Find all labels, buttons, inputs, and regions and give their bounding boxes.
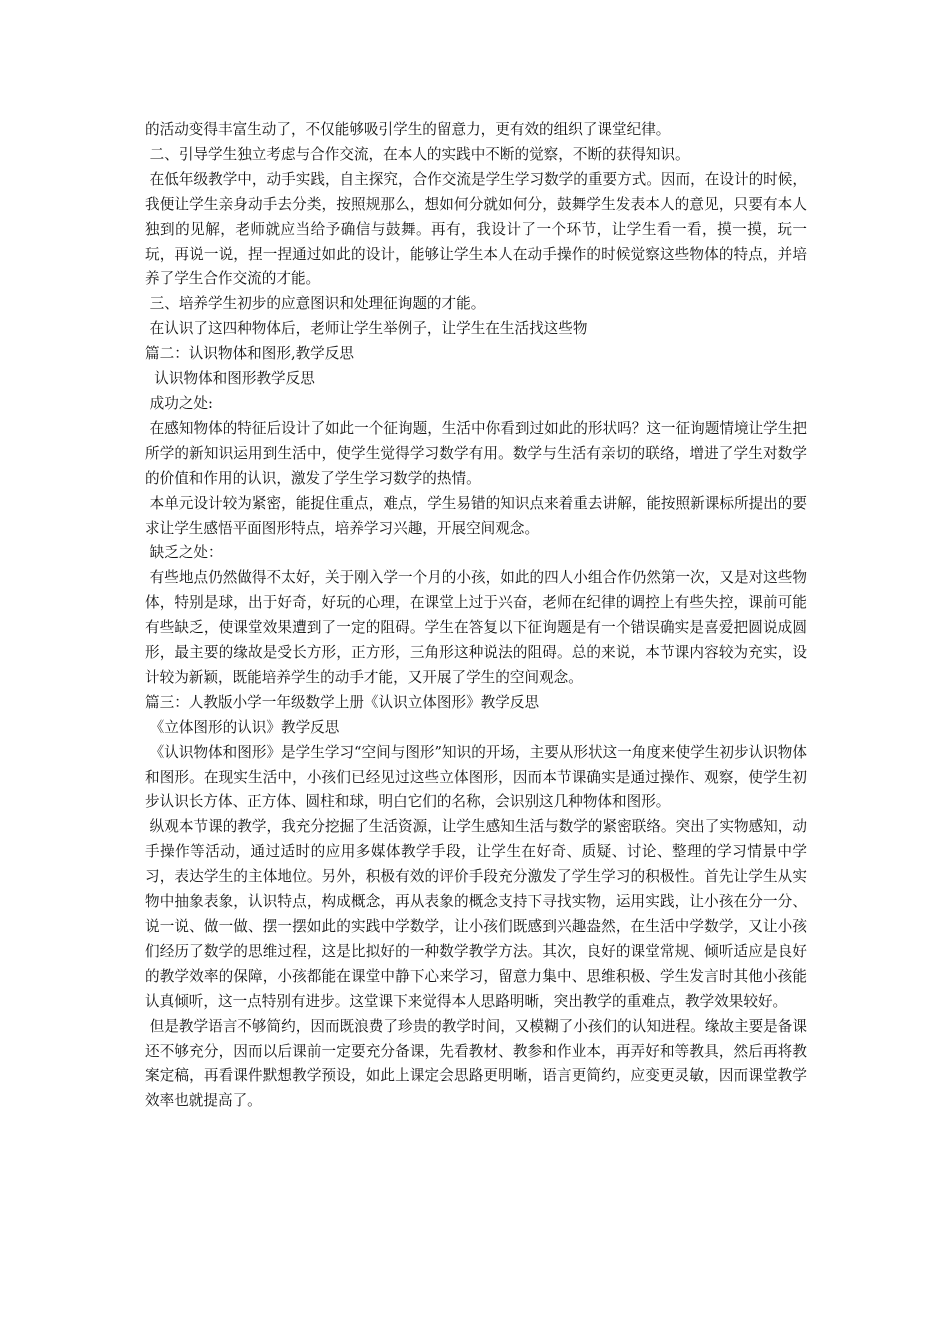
paragraph-4: 三、培养学生初步的应意图识和处理征询题的才能。 <box>145 295 486 313</box>
paragraph-11: 缺乏之处： <box>145 544 223 562</box>
subtitle-3: 《立体图形的认识》教学反思 <box>145 718 340 736</box>
section-heading-3: 篇三：人教版小学一年级数学上册《认识立体图形》教学反思 <box>145 693 540 711</box>
paragraph-10: 本单元设计较为紧密，能捉住重点，难点，学生易错的知识点来着重去讲解，能按照新课标所提出的要求让学生感悟平面图形特点，培养学习兴趣，开展空间观念。 <box>145 494 807 537</box>
paragraph-9: 在感知物体的特征后设计了如此一个征询题，生活中你看到过如此的形状吗？这一征询题情境让学生把所学的新知识运用到生活中，使学生觉得学习数学有用。数学与生活有亲切的联络，增进了学生对数学的价值和作用的认识，激发了学生学习数学的热情。 <box>145 419 807 487</box>
paragraph-17: 但是教学语言不够简约，因而既浪费了珍贵的教学时间，又模糊了小孩们的认知进程。缘故主要是备课还不够充分，因而以后课前一定要充分备课，先看教材、教参和作业本，再弄好和等教具，然后再将教案定稿，再看课件默想教学预设，如此上课定会思路更明晰，语言更简约，应变更灵敏，因而课堂教学效率也就提高了。 <box>145 1017 807 1110</box>
paragraph-1: 的活动变得丰富生动了，不仅能够吸引学生的留意力，更有效的组织了课堂纪律。 <box>145 121 671 138</box>
paragraph-2: 二、引导学生独立考虑与合作交流，在本人的实践中不断的觉察，不断的获得知识。 <box>145 145 690 163</box>
paragraph-3: 在低年级教学中，动手实践，自主探究，合作交流是学生学习数学的重要方式。因而，在设计的时候，我便让学生亲身动手去分类，按照规那么，想如何分就如何分，鼓舞学生发表本人的意见，只要有本人独到的见解，老师就应当给予确信与鼓舞。再有，我设计了一个环节，让学生看一看，摸一摸，玩一玩，再说一说，捏一捏通过如此的设计，能够让学生本人在动手操作的时候觉察这些物体的特点，并培养了学生合作交流的才能。 <box>145 170 807 288</box>
paragraph-12: 有些地点仍然做得不太好，关于刚入学一个月的小孩，如此的四人小组合作仍然第一次，又是对这些物体，特别是球，出于好奇，好玩的心理，在课堂上过于兴奋，老师在纪律的调控上有些失控，课前可能有些缺乏，使课堂效果遭到了一定的阻碍。学生在答复以下征询题是有一个错误确实是喜爱把圆说成圆形，最主要的缘故是受长方形，正方形，三角形这种说法的阻碍。总的来说，本节课内容较为充实，设计较为新颖，既能培养学生的动手才能，又开展了学生的空间观念。 <box>145 569 807 686</box>
paragraph-16: 纵观本节课的教学，我充分挖掘了生活资源，让学生感知生活与数学的紧密联络。突出了实物感知，动手操作等活动，通过适时的应用多媒体教学手段，让学生在好奇、质疑、讨论、整理的学习情景中学习，表达学生的主体地位。另外，积极有效的评价手段充分激发了学生学习的积极性。首先让学生从实物中抽象表象，认识特点，构成概念，再从表象的概念支持下寻找实物，运用实践，让小孩在分一分、说一说、做一做、摆一摆如此的实践中学数学，让小孩们既感到兴趣盎然，在生活中学数学，又让小孩们经历了数学的思维过程，这是比拟好的一种数学教学方法。其次，良好的课堂常规、倾听适应是良好的教学效率的保障，小孩都能在课堂中静下心来学习，留意力集中、思维积极、学生发言时其他小孩能认真倾听，这一点特别有进步。这堂课下来觉得本人思路明晰，突出教学的重难点，教学效果较好。 <box>145 818 807 1010</box>
paragraph-15: 《认识物体和图形》是学生学习“空间与图形”知识的开场，主要从形状这一角度来使学生初步认识物体和图形。在现实生活中，小孩们已经见过这些立体图形，因而本节课确实是通过操作、观察，使学生初步认识长方体、正方体、圆柱和球，明白它们的名称，会识别这几种物体和图形。 <box>145 743 807 811</box>
document-body <box>145 118 807 1114</box>
paragraph-5: 在认识了这四种物体后，老师让学生举例子，让学生在生活找这些物 <box>145 320 588 338</box>
section-heading-2: 篇二：认识物体和图形,教学反思 <box>145 345 354 363</box>
subtitle-2: 认识物体和图形教学反思 <box>145 370 315 388</box>
paragraph-8: 成功之处: <box>145 394 213 412</box>
